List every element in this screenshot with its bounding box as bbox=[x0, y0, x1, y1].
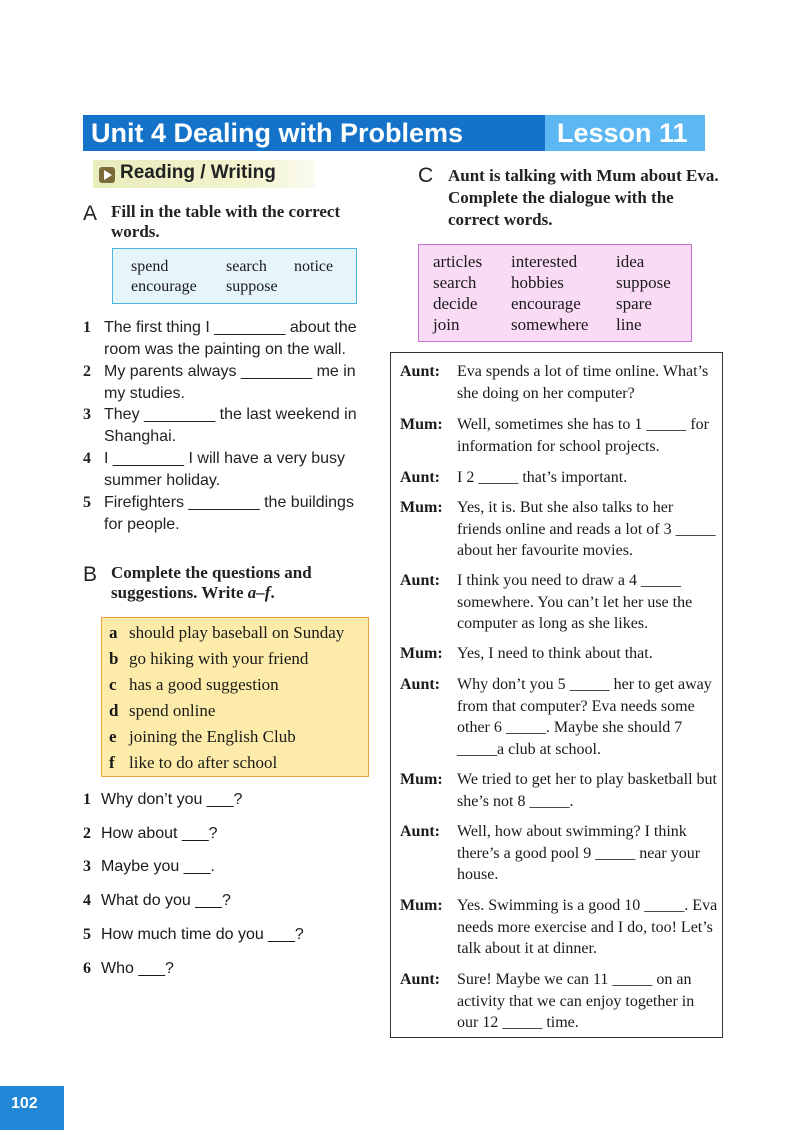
page-number: 102 bbox=[0, 1086, 64, 1130]
utterance: We tried to get her to play basketball but she’s not 8 _____. bbox=[457, 771, 717, 810]
speaker: Aunt: bbox=[400, 469, 441, 486]
section-c-letter: C bbox=[418, 164, 434, 187]
section-b-letter: B bbox=[83, 563, 98, 586]
utterance: Yes. Swimming is a good 10 _____. Eva needs more exercise and I do, too! Let’s talk about it at dinner. bbox=[457, 897, 718, 957]
speaker: Mum: bbox=[400, 771, 443, 788]
skill-tag-label: Reading / Writing bbox=[120, 162, 276, 183]
word: decide bbox=[433, 294, 478, 313]
word: interested bbox=[511, 252, 578, 271]
lesson-label: Lesson 11 bbox=[545, 115, 705, 151]
question-b-5: 5 How much time do you ___? bbox=[83, 926, 304, 943]
word: spend bbox=[131, 258, 169, 275]
option-b: b go hiking with your friend bbox=[109, 649, 309, 668]
word-box-c bbox=[418, 244, 692, 342]
option-a: a should play baseball on Sunday bbox=[109, 623, 345, 642]
speaker: Mum: bbox=[400, 416, 443, 433]
utterance: Eva spends a lot of time online. What’s she doing on her computer? bbox=[457, 363, 709, 402]
section-a-instruction: Fill in the table with the correct words. bbox=[111, 202, 341, 241]
utterance: Well, how about swimming? I think there’s a good pool 9 _____ near your house. bbox=[457, 823, 701, 883]
speaker: Aunt: bbox=[400, 572, 441, 589]
section-a-letter: A bbox=[83, 202, 98, 225]
option-c: c has a good suggestion bbox=[109, 675, 279, 694]
utterance: Why don’t you 5 _____ her to get away from that computer? Eva needs some other 6 _____. Maybe she should 7 _____a club at school. bbox=[457, 676, 712, 758]
section-c-instruction: Aunt is talking with Mum about Eva. Complete the dialogue with the correct words. bbox=[448, 166, 719, 229]
question-b-2: 2 How about ___? bbox=[83, 825, 218, 842]
speaker: Mum: bbox=[400, 645, 443, 662]
word: suppose bbox=[226, 278, 278, 295]
section-b-instruction: Complete the questions and suggestions. Write a–f. bbox=[111, 563, 312, 602]
question-b-6: 6 Who ___? bbox=[83, 960, 174, 977]
word: somewhere bbox=[511, 315, 589, 334]
speaker: Aunt: bbox=[400, 676, 441, 693]
word: suppose bbox=[616, 273, 671, 292]
utterance: Yes, it is. But she also talks to her friends online and reads a lot of 3 _____ about her favourite movies. bbox=[457, 499, 716, 559]
speaker: Aunt: bbox=[400, 363, 441, 380]
word: encourage bbox=[511, 294, 581, 313]
option-e: e joining the English Club bbox=[109, 727, 296, 746]
play-icon bbox=[99, 167, 115, 183]
word: spare bbox=[616, 294, 652, 313]
skill-tag bbox=[93, 160, 315, 188]
word: search bbox=[433, 273, 477, 292]
question-b-3: 3 Maybe you ___. bbox=[83, 858, 215, 875]
option-d: d spend online bbox=[109, 701, 216, 720]
speaker: Aunt: bbox=[400, 971, 441, 988]
utterance: Yes, I need to think about that. bbox=[457, 645, 653, 662]
word: encourage bbox=[131, 278, 197, 295]
dialogue-box bbox=[390, 352, 723, 1038]
unit-banner bbox=[83, 115, 705, 151]
word: line bbox=[616, 315, 642, 334]
question-b-1: 1 Why don’t you ___? bbox=[83, 791, 243, 808]
word: idea bbox=[616, 252, 645, 271]
unit-title: Unit 4 Dealing with Problems bbox=[91, 118, 464, 148]
word: search bbox=[226, 258, 267, 275]
speaker: Mum: bbox=[400, 499, 443, 516]
utterance: Well, sometimes she has to 1 _____ for information for school projects. bbox=[457, 416, 710, 455]
utterance: I 2 _____ that’s important. bbox=[457, 469, 628, 486]
speaker: Mum: bbox=[400, 897, 443, 914]
word: join bbox=[433, 315, 460, 334]
option-f: f like to do after school bbox=[109, 753, 278, 772]
word: hobbies bbox=[511, 273, 564, 292]
word-box-a bbox=[112, 248, 357, 304]
speaker: Aunt: bbox=[400, 823, 441, 840]
utterance: Sure! Maybe we can 11 _____ on an activity that we can enjoy together in our 12 _____ time. bbox=[457, 971, 695, 1031]
word: articles bbox=[433, 252, 483, 271]
options-box-b bbox=[101, 617, 369, 777]
question-b-4: 4 What do you ___? bbox=[83, 892, 231, 909]
word: notice bbox=[294, 258, 334, 275]
utterance: I think you need to draw a 4 _____ somewhere. You can’t let her use the computer as long as she likes. bbox=[457, 572, 693, 632]
